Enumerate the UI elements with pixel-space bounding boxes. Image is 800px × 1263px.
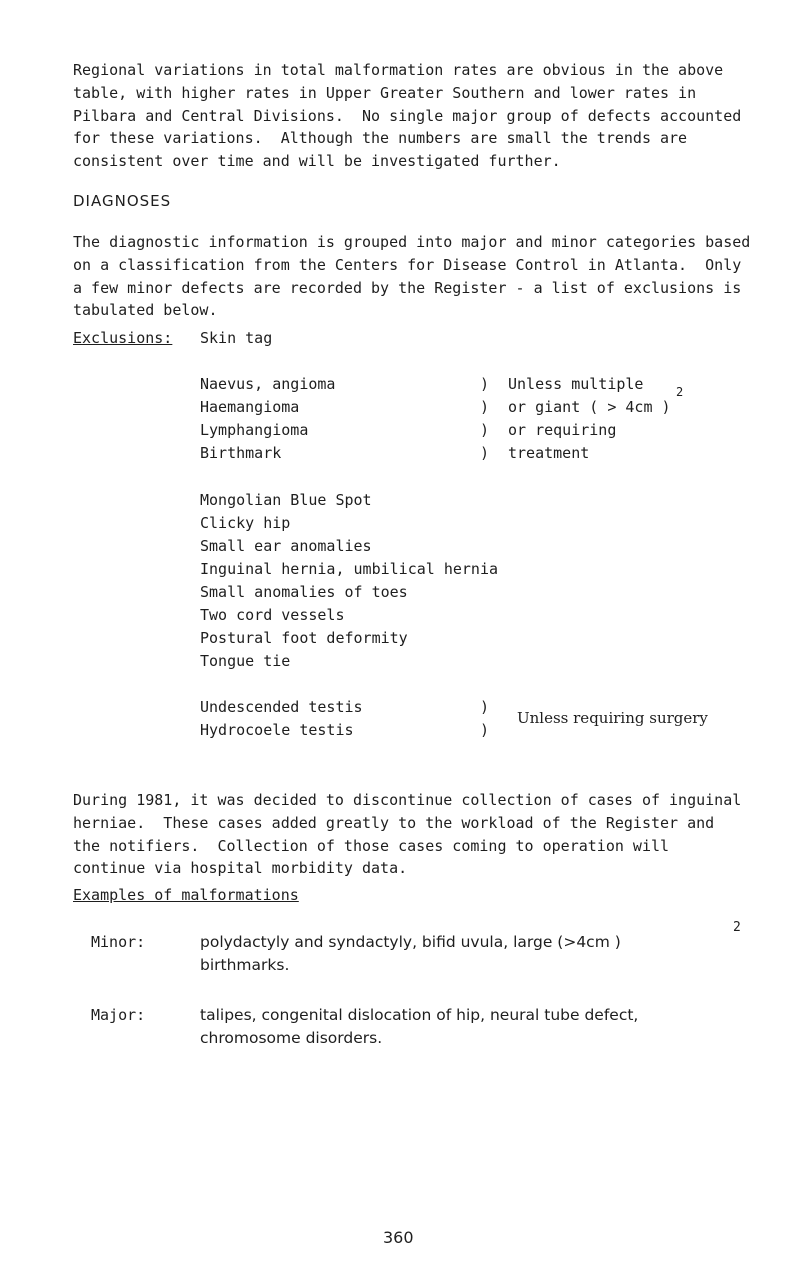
bracket-mark: )	[480, 721, 490, 739]
exclusion-item: Two cord vessels	[200, 606, 345, 624]
exclusion-item: Postural foot deformity	[200, 629, 408, 647]
inguinal-line: the notifiers. Collection of those cases coming to operation will	[73, 836, 670, 855]
exclusion-item: Inguinal hernia, umbilical hernia	[200, 560, 499, 578]
major-text: talipes, congenital dislocation of hip, neural tube defect,	[200, 1006, 639, 1024]
intro-line: table, with higher rates in Upper Greater Southern and lower rates in	[73, 83, 697, 102]
diagnoses-heading: DIAGNOSES	[73, 192, 172, 210]
intro-line: Regional variations in total malformation rates are obvious in the above	[73, 61, 724, 79]
exclusion-item: Small ear anomalies	[200, 537, 372, 555]
inguinal-line: herniae. These cases added greatly to the workload of the Register and	[73, 813, 715, 832]
minor-text: birthmarks.	[200, 956, 290, 974]
exclusion-item: Tongue tie	[200, 652, 291, 670]
intro-paragraph	[73, 59, 741, 173]
bracket-mark: )	[480, 444, 490, 462]
superscript-2: 2	[676, 385, 684, 399]
inguinal-paragraph	[73, 789, 741, 880]
exclusions-label: Exclusions:	[73, 329, 173, 347]
inguinal-line: continue via hospital morbidity data.	[73, 859, 408, 878]
minor-label: Minor:	[91, 933, 146, 951]
exclusion-condition: Unless requiring surgery	[517, 709, 708, 727]
exclusion-item: Hydrocoele testis	[200, 721, 354, 739]
exclusion-item: Undescended testis	[200, 698, 363, 716]
exclusion-item: Small anomalies of toes	[200, 583, 408, 601]
intro-line: Pilbara and Central Divisions. No single major group of defects accounted	[73, 106, 742, 125]
intro-line: consistent over time and will be investigated further.	[73, 152, 561, 171]
major-label: Major:	[91, 1006, 146, 1024]
bracket-mark: )	[480, 398, 490, 416]
exclusion-item: Haemangioma	[200, 398, 300, 416]
exclusion-item: Skin tag	[200, 329, 273, 347]
page-number: 360	[383, 1228, 414, 1247]
diagnoses-line: The diagnostic information is grouped into major and minor categories based	[73, 233, 751, 251]
major-text: chromosome disorders.	[200, 1029, 383, 1047]
examples-heading: Examples of malformations	[73, 886, 299, 904]
exclusion-item: Naevus, angioma	[200, 375, 336, 393]
diagnoses-line: tabulated below.	[73, 301, 218, 320]
diagnoses-paragraph	[73, 231, 750, 322]
minor-text: polydactyly and syndactyly, bifid uvula, large (>4cm )	[200, 933, 621, 951]
bracket-mark: )	[480, 698, 490, 716]
bracket-mark: )	[480, 375, 490, 393]
exclusion-item: Lymphangioma	[200, 421, 309, 439]
inguinal-line: During 1981, it was decided to discontinue collection of cases of inguinal	[73, 791, 742, 809]
exclusion-condition: or giant ( > 4cm )	[508, 398, 671, 416]
exclusion-condition: treatment	[508, 444, 590, 462]
diagnoses-line: a few minor defects are recorded by the Register - a list of exclusions is	[73, 278, 742, 297]
superscript-2: 2	[733, 920, 741, 935]
exclusion-item: Birthmark	[200, 444, 282, 462]
exclusion-item: Clicky hip	[200, 514, 291, 532]
intro-line: for these variations. Although the numbers are small the trends are	[73, 129, 688, 148]
diagnoses-line: on a classification from the Centers for Disease Control in Atlanta. Only	[73, 255, 742, 274]
exclusion-condition: Unless multiple	[508, 375, 644, 393]
exclusion-item: Mongolian Blue Spot	[200, 491, 372, 509]
bracket-mark: )	[480, 421, 490, 439]
exclusion-condition: or requiring	[508, 421, 617, 439]
